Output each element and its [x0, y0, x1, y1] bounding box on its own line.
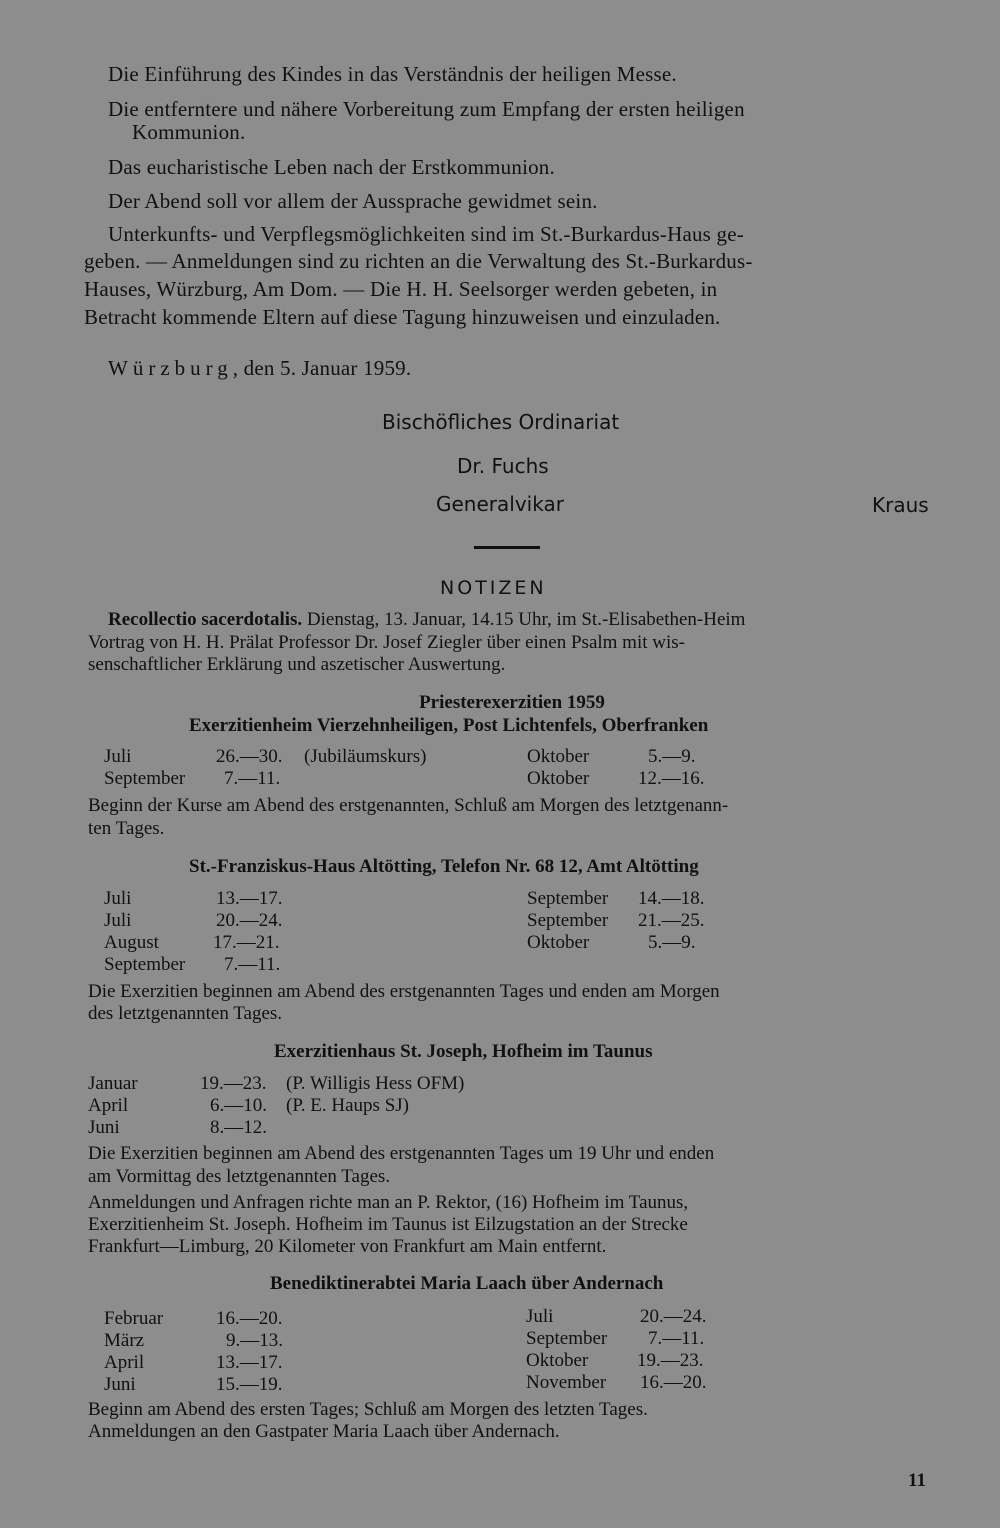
schedule-dates: 16.—20.: [216, 1308, 283, 1329]
hofheim-note-5: Frankfurt—Limburg, 20 Kilometer von Frankfurt am Main entfernt.: [88, 1236, 607, 1257]
laach-heading: Benediktinerabtei Maria Laach über Andernach: [270, 1273, 664, 1294]
schedule-row: September: [104, 768, 186, 789]
schedule-row: April: [104, 1352, 145, 1373]
schedule-dates: 8.—12.: [210, 1117, 267, 1138]
schedule-dates: 5.—9.: [648, 932, 696, 953]
schedule-row: September: [104, 954, 186, 975]
schedule-row: Oktober: [527, 768, 590, 789]
notizen-heading: NOTIZEN: [440, 577, 547, 599]
schedule-row: Juli: [526, 1306, 554, 1327]
schedule-row: Juli: [104, 888, 132, 909]
schedule-dates: 7.—11.: [224, 954, 281, 975]
signature-office: Bischöfliches Ordinariat: [382, 410, 620, 434]
vierzehnheiligen-heading: Exerzitienheim Vierzehnheiligen, Post Lichtenfels, Oberfranken: [189, 715, 709, 736]
franziskus-note-1: Die Exerzitien beginnen am Abend des erstgenannten Tages und enden am Morgen: [88, 981, 720, 1002]
schedule-dates: 19.—23.: [637, 1350, 704, 1371]
recollectio-rest: Dienstag, 13. Januar, 14.15 Uhr, im St.-Elisabethen-Heim: [302, 609, 746, 630]
schedule-dates: 12.—16.: [638, 768, 705, 789]
schedule-note: (Jubiläumskurs): [304, 746, 427, 767]
schedule-row: Juni: [88, 1117, 120, 1138]
recollectio-line-2: Vortrag von H. H. Prälat Professor Dr. Josef Ziegler über einen Psalm mit wis-: [88, 632, 685, 653]
schedule-row: Juni: [104, 1374, 136, 1395]
intro-line-9: Betracht kommende Eltern auf diese Tagung hinzuweisen und einzuladen.: [84, 305, 721, 329]
schedule-row: April: [88, 1095, 129, 1116]
schedule-row: März: [104, 1330, 145, 1351]
intro-line-5: Der Abend soll vor allem der Aussprache gewidmet sein.: [108, 189, 598, 213]
recollectio-line-3: senschaftlicher Erklärung und aszetischer Auswertung.: [88, 654, 506, 675]
schedule-row: Oktober: [527, 932, 590, 953]
signature-title: Generalvikar: [436, 492, 564, 516]
signature-cosigner: Kraus: [872, 493, 929, 517]
intro-line-3: Kommunion.: [132, 120, 246, 144]
schedule-dates: 13.—17.: [216, 1352, 283, 1373]
intro-line-7: geben. — Anmeldungen sind zu richten an die Verwaltung des St.-Burkardus-: [84, 249, 753, 273]
intro-line-2: Die entferntere und nähere Vorbereitung zum Empfang der ersten heiligen: [108, 97, 745, 121]
recollectio-line-1: [108, 609, 745, 631]
section-divider: [474, 546, 540, 549]
schedule-dates: 21.—25.: [638, 910, 705, 931]
franziskus-note-2: des letztgenannten Tages.: [88, 1003, 283, 1024]
hofheim-heading: Exerzitienhaus St. Joseph, Hofheim im Taunus: [274, 1041, 653, 1062]
place-name: Würzburg: [108, 356, 233, 380]
schedule-dates: 7.—11.: [648, 1328, 705, 1349]
schedule-dates: 20.—24.: [640, 1306, 707, 1327]
schedule-row: Juli: [104, 746, 132, 767]
schedule-row: Januar: [88, 1073, 138, 1094]
hofheim-note-4: Exerzitienheim St. Joseph. Hofheim im Taunus ist Eilzugstation an der Strecke: [88, 1214, 688, 1235]
intro-line-4: Das eucharistische Leben nach der Erstkommunion.: [108, 155, 555, 179]
schedule-row: November: [526, 1372, 607, 1393]
schedule-row: Oktober: [527, 746, 590, 767]
schedule-dates: 15.—19.: [216, 1374, 283, 1395]
schedule-note: (P. E. Haups SJ): [286, 1095, 409, 1116]
schedule-row: Juli: [104, 910, 132, 931]
schedule-dates: 14.—18.: [638, 888, 705, 909]
schedule-dates: 9.—13.: [226, 1330, 283, 1351]
priester-note-1: Beginn der Kurse am Abend des erstgenannten, Schluß am Morgen des letztgenann-: [88, 795, 729, 816]
hofheim-note-2: am Vormittag des letztgenannten Tages.: [88, 1166, 391, 1187]
schedule-row: Oktober: [526, 1350, 589, 1371]
page-number: 11: [908, 1470, 926, 1491]
schedule-dates: 17.—21.: [213, 932, 280, 953]
schedule-dates: 7.—11.: [224, 768, 281, 789]
schedule-dates: 19.—23.: [200, 1073, 267, 1094]
laach-note-1: Beginn am Abend des ersten Tages; Schluß am Morgen des letzten Tages.: [88, 1399, 648, 1420]
hofheim-note-1: Die Exerzitien beginnen am Abend des erstgenannten Tages um 19 Uhr und enden: [88, 1143, 715, 1164]
signature-name: Dr. Fuchs: [457, 454, 549, 478]
schedule-dates: 16.—20.: [640, 1372, 707, 1393]
intro-line-8: Hauses, Würzburg, Am Dom. — Die H. H. Seelsorger werden gebeten, in: [84, 277, 718, 301]
recollectio-lead: Recollectio sacerdotalis.: [108, 609, 303, 630]
intro-line-1: Die Einführung des Kindes in das Verständnis der heiligen Messe.: [108, 62, 677, 86]
schedule-row: September: [526, 1328, 608, 1349]
schedule-dates: 20.—24.: [216, 910, 283, 931]
schedule-row: Februar: [104, 1308, 164, 1329]
schedule-dates: 5.—9.: [648, 746, 696, 767]
schedule-row: September: [527, 910, 609, 931]
schedule-dates: 13.—17.: [216, 888, 283, 909]
hofheim-note-3: Anmeldungen und Anfragen richte man an P. Rektor, (16) Hofheim im Taunus,: [88, 1192, 689, 1213]
priester-heading: Priesterexerzitien 1959: [419, 692, 605, 713]
schedule-row: September: [527, 888, 609, 909]
priester-note-2: ten Tages.: [88, 818, 165, 839]
place-date: [108, 356, 411, 381]
schedule-dates: 26.—30.: [216, 746, 283, 767]
intro-line-6: Unterkunfts- und Verpflegsmöglichkeiten sind im St.-Burkardus-Haus ge-: [108, 222, 744, 246]
date-text: , den 5. Januar 1959.: [232, 356, 412, 380]
schedule-row: August: [104, 932, 159, 953]
schedule-dates: 6.—10.: [210, 1095, 267, 1116]
laach-note-2: Anmeldungen an den Gastpater Maria Laach über Andernach.: [88, 1421, 560, 1442]
franziskus-heading: St.-Franziskus-Haus Altötting, Telefon Nr. 68 12, Amt Altötting: [189, 856, 699, 877]
schedule-note: (P. Willigis Hess OFM): [286, 1073, 465, 1094]
